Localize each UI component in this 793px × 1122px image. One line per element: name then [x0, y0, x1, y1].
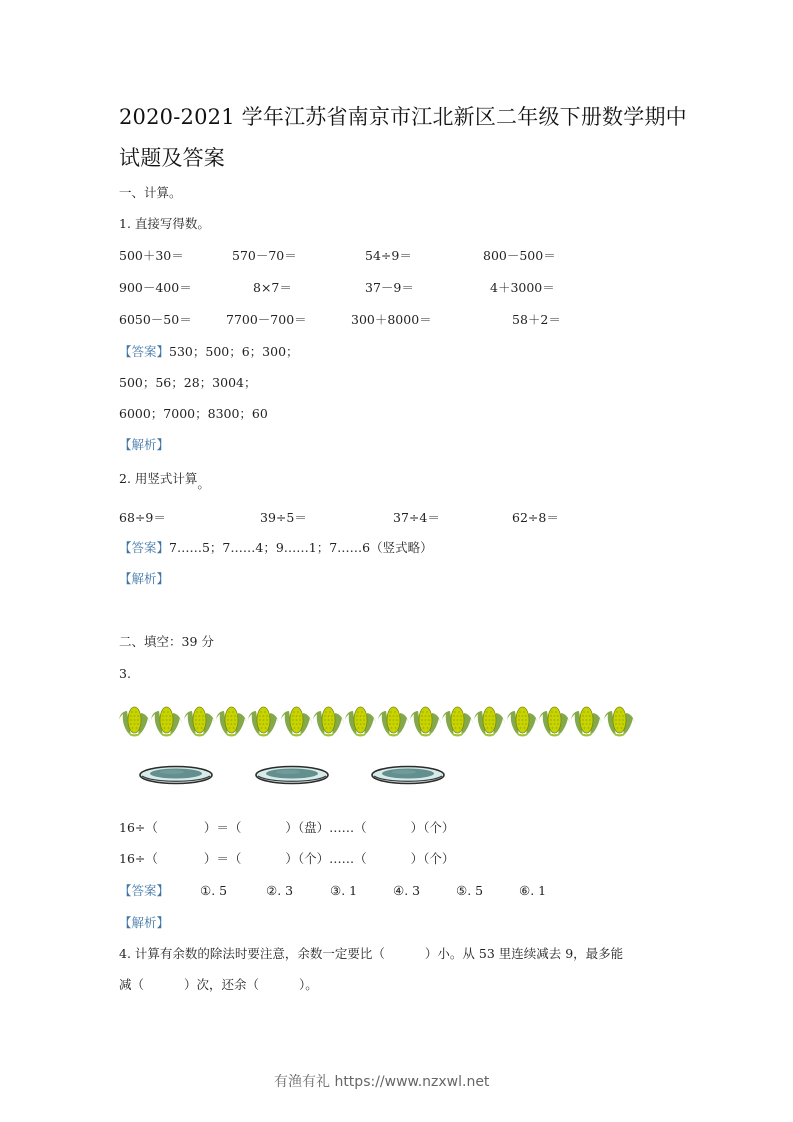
problem: 900－400＝: [119, 280, 192, 295]
question-1-analysis-tag: 【解析】: [119, 437, 170, 452]
answer-text: 530；500；6；300；: [169, 344, 299, 359]
text: ）次，还余（: [184, 977, 260, 992]
plate-icon: [254, 764, 330, 786]
plate-icon: [138, 764, 214, 786]
question-1-answer: [119, 346, 299, 359]
problem: 58＋2＝: [512, 312, 561, 327]
question-3-label: 3.: [119, 666, 131, 681]
corn-icon: [441, 702, 474, 740]
problem: 500＋30＝: [119, 248, 184, 263]
corn-icon: [506, 702, 539, 740]
corn-icon: [473, 702, 506, 740]
corn-icon: [215, 702, 248, 740]
corn-icon: [118, 702, 151, 740]
problem: 37－9＝: [365, 280, 414, 295]
problem: 68÷9＝: [119, 510, 166, 525]
question-1-answer-line-3: 6000；7000；8300；60: [119, 406, 268, 421]
corn-icon: [247, 702, 280, 740]
problem: 7700－700＝: [226, 312, 307, 327]
text: ）＝（: [203, 820, 242, 835]
corn-icon: [603, 702, 636, 740]
section-2-heading: 二、填空：39 分: [119, 634, 214, 649]
text: 16÷（: [119, 851, 158, 866]
corn-icon: [150, 702, 183, 740]
answer-tag: 【答案】: [119, 344, 170, 359]
text: 4. 计算有余数的除法时要注意，余数一定要比（: [119, 946, 385, 961]
corn-icon: [377, 702, 410, 740]
text: ）（个）: [410, 851, 455, 866]
text: 16÷（: [119, 820, 158, 835]
problem: 4＋3000＝: [490, 280, 555, 295]
text: 减（: [119, 977, 145, 992]
plate-icon: [370, 764, 446, 786]
corn-icon: [409, 702, 442, 740]
question-3-line-1: [119, 822, 454, 835]
question-1-answer-line-2: 500；56；28；3004；: [119, 375, 257, 390]
text: ）。: [299, 977, 318, 992]
corn-icon: [570, 702, 603, 740]
section-1-heading: 一、计算。: [119, 185, 182, 200]
answer-tag: 【答案】: [119, 883, 170, 898]
corn-icon: [344, 702, 377, 740]
text: ）（个）……（: [285, 851, 367, 866]
document-title-line-2: 试题及答案: [119, 146, 225, 170]
answer-item: ⑥. 1: [519, 883, 547, 898]
corn-icon: [183, 702, 216, 740]
text: ）（盘）……（: [285, 820, 367, 835]
problem: 570－70＝: [232, 248, 297, 263]
problem: 300＋8000＝: [351, 312, 432, 327]
answer-item: ⑤. 5: [456, 883, 484, 898]
footer-watermark: 有渔有礼 https://www.nzxwl.net: [274, 1074, 490, 1090]
question-3-line-2: [119, 853, 454, 866]
corn-icon: [312, 702, 345, 740]
text: ）小。从 53 里连续减去 9，最多能: [424, 946, 624, 961]
problem: 37÷4＝: [393, 510, 440, 525]
corn-icon: [538, 702, 571, 740]
question-2-label-period: 。: [197, 476, 210, 491]
question-2-label: [119, 471, 210, 491]
corn-illustration-row: [118, 702, 635, 740]
question-2-analysis-tag: 【解析】: [119, 571, 170, 586]
problem: 800－500＝: [483, 248, 556, 263]
question-4-line-1: [119, 948, 623, 961]
problem: 54÷9＝: [365, 248, 412, 263]
corn-icon: [280, 702, 313, 740]
question-1-label: 1. 直接写得数。: [119, 216, 210, 231]
text: ）（个）: [410, 820, 455, 835]
answer-tag: 【答案】: [119, 540, 170, 555]
answer-item: ①. 5: [200, 883, 228, 898]
question-4-line-2: [119, 979, 318, 992]
question-2-label-text: 2. 用竖式计算: [119, 471, 198, 486]
answer-item: ④. 3: [393, 883, 421, 898]
problem: 39÷5＝: [260, 510, 307, 525]
question-3-analysis-tag: 【解析】: [119, 915, 170, 930]
answer-item: ③. 1: [330, 883, 358, 898]
question-2-answer: [119, 542, 433, 555]
answer-item: ②. 3: [266, 883, 294, 898]
text: ）＝（: [203, 851, 242, 866]
document-title-line-1: 2020-2021 学年江苏省南京市江北新区二年级下册数学期中: [119, 105, 687, 129]
answer-text: 7……5；7……4；9……1；7……6（竖式略）: [169, 540, 433, 555]
problem: 62÷8＝: [512, 510, 559, 525]
problem: 6050－50＝: [119, 312, 192, 327]
problem: 8×7＝: [253, 280, 292, 295]
